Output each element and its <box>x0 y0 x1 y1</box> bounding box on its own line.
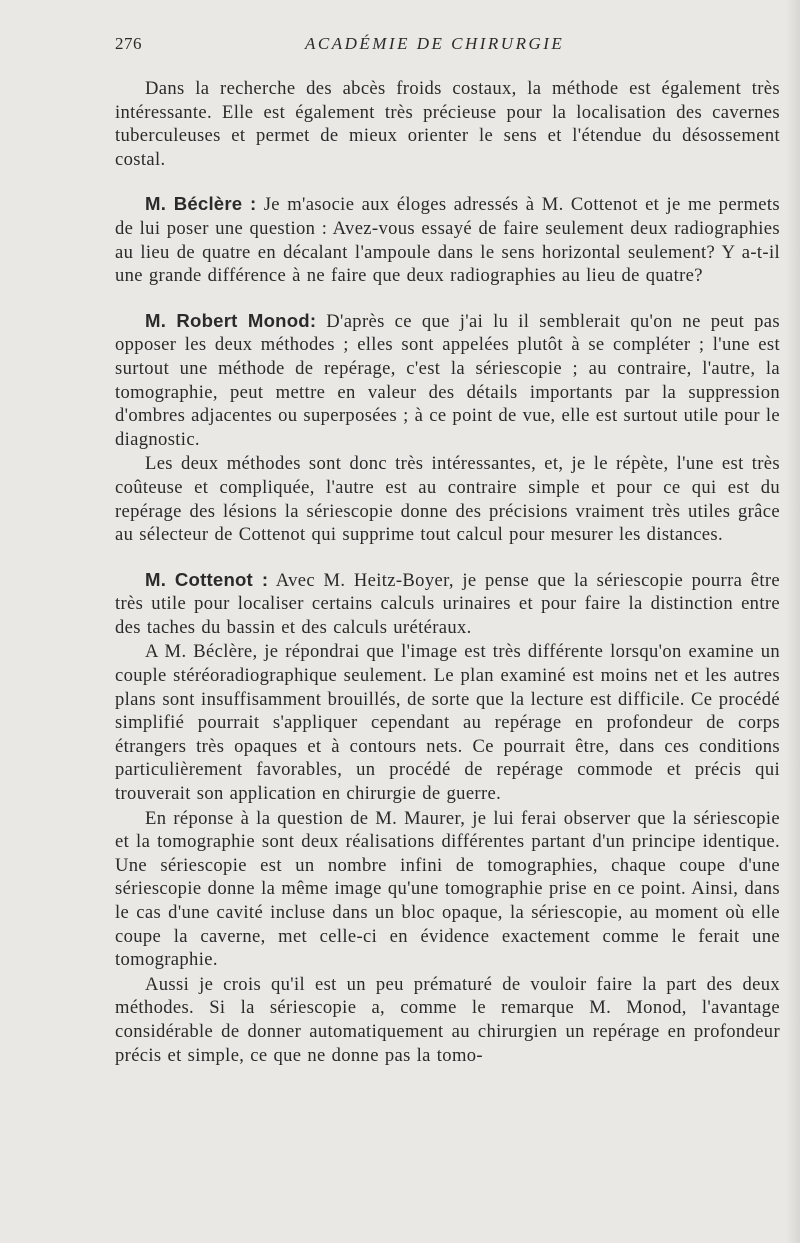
paragraph-8 <box>115 972 780 1067</box>
paragraph-5 <box>115 568 780 640</box>
paragraph-2 <box>115 192 780 287</box>
speaker-name: M. Robert Monod: <box>145 309 317 331</box>
paragraph-text: A M. Béclère, je répondrai que l'image est très différente lorsqu'on examine un couple stéréoradiographique seulement. Le plan examiné est moins net et les autres plans sont insuffisamment brouillés, de sorte que la lecture est difficile. Ce procédé simplifié pourrait s'appliquer cependant au repérage en profondeur de corps étrangers très opaques et à contours nets. Ce pourrait être, dans ces conditions particulièrement favorables, un procédé de repérage commode et précis qui trouverait son application en chirurgie de guerre. <box>115 641 780 805</box>
paragraph-text: Aussi je crois qu'il est un peu prématuré de vouloir faire la part des deux méthodes. Si la sériescopie a, comme le remarque M. Monod, l'avantage considérable de donner automatiquement au chirurgien un repérage en profondeur précis et simple, ce que ne donne pas la tomo- <box>115 973 780 1066</box>
paragraph-text: Je m'asocie aux éloges adressés à M. Cottenot et je me permets de lui poser une question : Avez-vous essayé de faire seulement deux radiographies au lieu de quatre en décalant l'ampoule dans le sens horizontal seulement? Y a-t-il une grande différence à ne faire que deux radiographies au lieu de quatre? <box>115 194 780 287</box>
paragraph-text: Avec M. Heitz-Boyer, je pense que la sériescopie pourra être très utile pour localiser certains calculs urinaires et pour faire la distinction entre des taches du bassin et des calculs urétéraux. <box>115 569 781 638</box>
journal-title: ACADÉMIE DE CHIRURGIE <box>305 34 565 53</box>
speaker-name: M. Béclère : <box>145 193 257 215</box>
paragraph-6 <box>115 639 780 805</box>
paragraph-3 <box>115 309 780 452</box>
paragraph-text: En réponse à la question de M. Maurer, je lui ferai observer que la sériescopie et la tomographie sont deux réalisations différentes partant d'un principe identique. Une sériescopie est un nombre infini de tomographies, chaque coupe d'une sériescopie donne la même image qu'une tomographie prise en ce point. Ainsi, dans le cas d'une cavité incluse dans un bloc opaque, la sériescopie, au moment où elle coupe la caverne, met celle-ci en évidence exactement comme le ferait une tomographie. <box>115 807 780 971</box>
paragraph-1 <box>115 76 780 171</box>
paragraph-text: Les deux méthodes sont donc très intéressantes, et, je le répète, l'une est très coûteuse et compliquée, l'autre est au contraire simple et pour ce qui est du repérage des lésions la sériescopie donne des précisions vraiment très utiles grâce au sélecteur de Cottenot qui supprime tout calcul pour mesurer les distances. <box>115 453 780 546</box>
paragraph-text: D'après ce que j'ai lu il semblerait qu'on ne peut pas opposer les deux méthodes ; elles sont appelées plutôt à se compléter ; l'une est surtout une méthode de repérage, c'est la sériescopie ; au contraire, l'autre, la tomographie, peut mettre en valeur des détails importants par la suppression d'ombres adjacentes ou superposées ; à ce point de vue, elle est surtout utile pour le diagnostic. <box>115 310 780 450</box>
page-edge-shadow <box>786 0 800 1243</box>
paragraph-7 <box>115 806 780 972</box>
speaker-name: M. Cottenot : <box>145 568 269 590</box>
running-header <box>115 34 780 60</box>
page-number: 276 <box>115 34 142 53</box>
paragraph-4 <box>115 451 780 546</box>
paragraph-text: Dans la recherche des abcès froids costaux, la méthode est également très intéressante. Elle est également très précieuse pour la localisation des cavernes tuberculeuses et permet de mieux orienter le sens et l'étendue du désossement costal. <box>115 78 780 170</box>
